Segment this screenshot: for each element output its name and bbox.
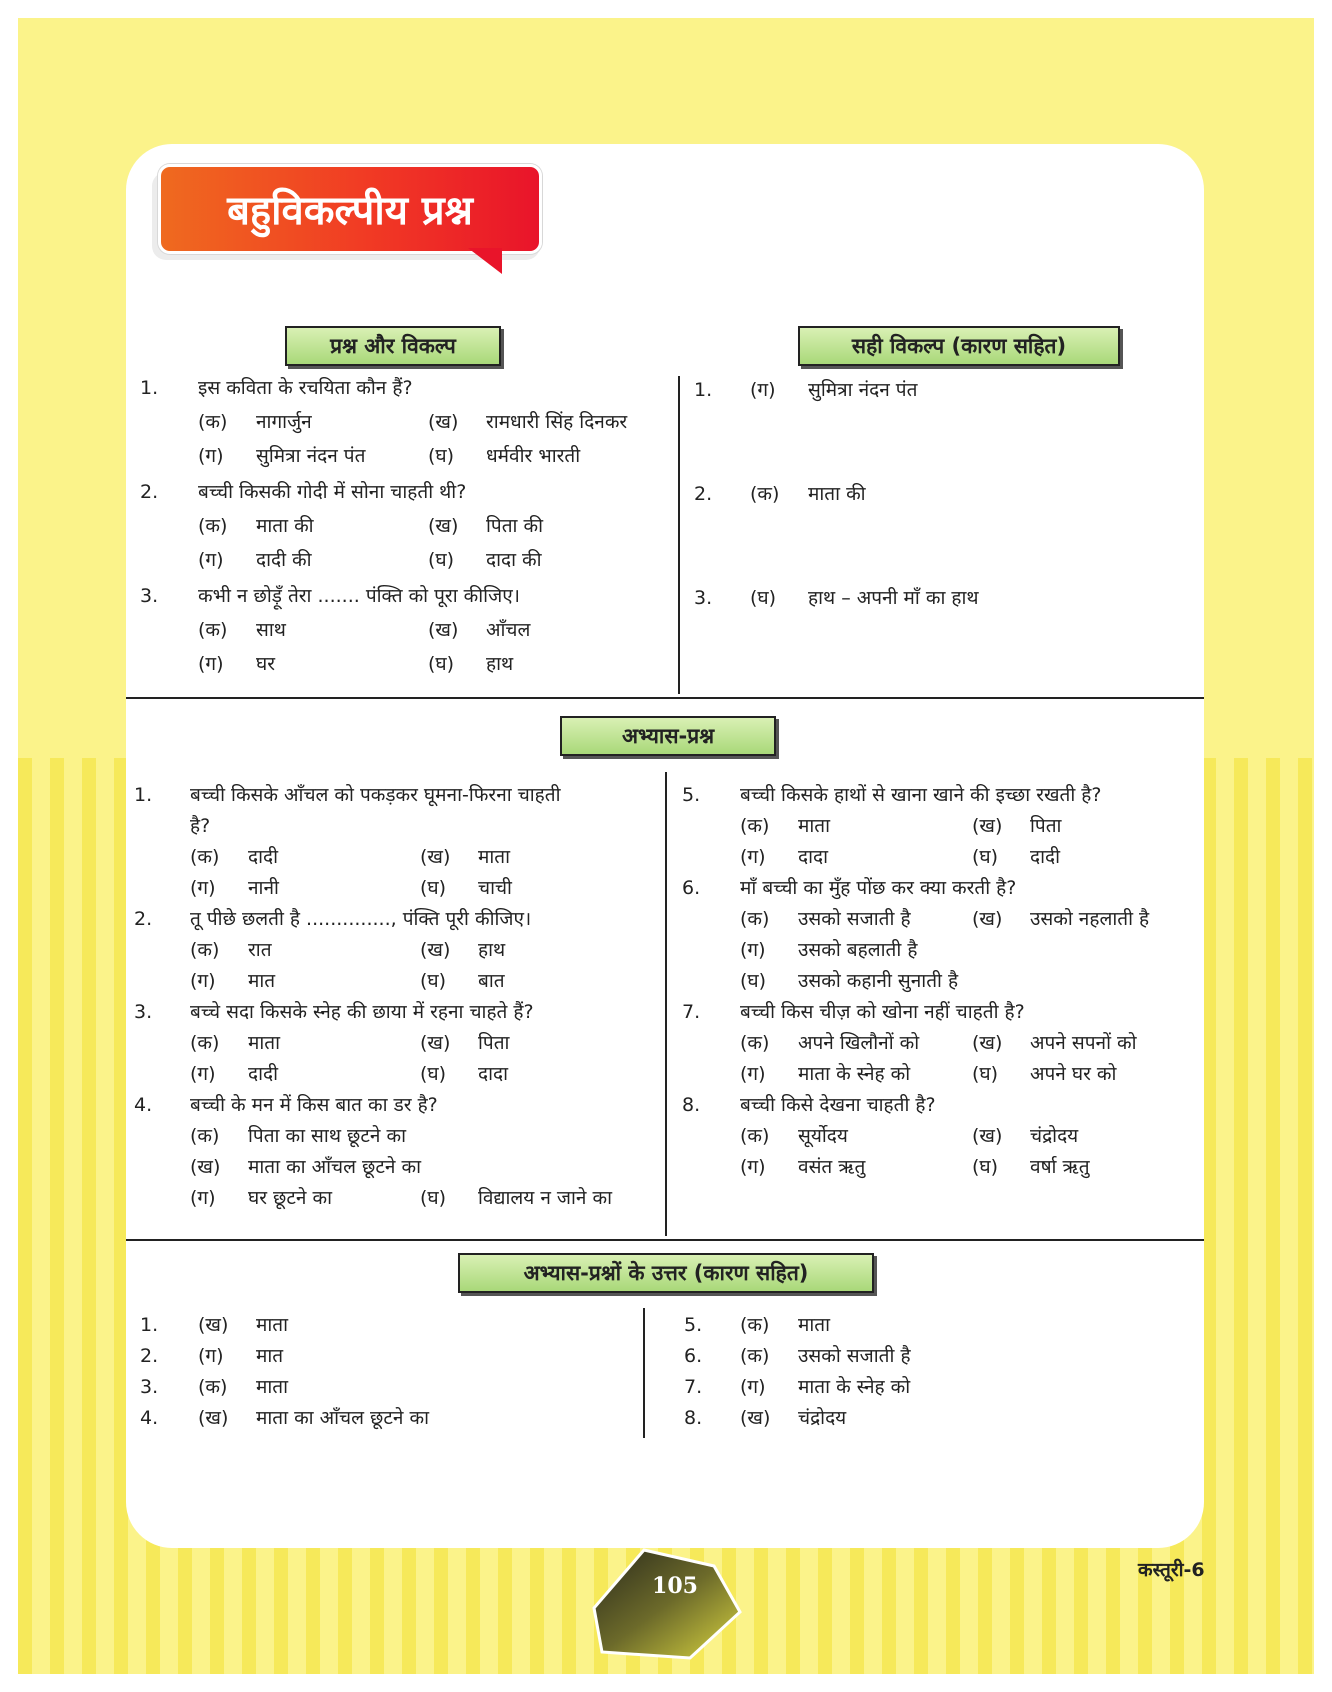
option-text: माता की <box>256 515 314 537</box>
question-text: बच्ची किसे देखना चाहती है? <box>740 1094 936 1116</box>
option-text: माता के स्नेह को <box>798 1063 911 1085</box>
question-number: 5. <box>682 784 701 806</box>
question-number: 1. <box>140 377 159 399</box>
option-text: घर <box>256 653 276 675</box>
option-text: विद्यालय न जाने का <box>478 1187 613 1209</box>
option-text: अपने घर को <box>1030 1063 1117 1085</box>
section2-bottom-rule <box>126 1239 1204 1241</box>
option-text: माता <box>478 846 511 868</box>
page-number-badge <box>592 1548 744 1664</box>
option-text: हाथ <box>486 653 514 675</box>
option-text: उसको कहानी सुनाती है <box>798 970 959 992</box>
option-label: (घ) <box>972 1063 999 1085</box>
option-text: दादा की <box>486 549 542 571</box>
page-number: 105 <box>652 1573 698 1599</box>
option-text: धर्मवीर भारती <box>486 445 581 467</box>
option-text: वसंत ऋतु <box>798 1156 866 1178</box>
option-label: (ख) <box>420 939 451 961</box>
answer-option: (ख) <box>198 1407 229 1429</box>
option-label: (क) <box>740 1125 770 1147</box>
option-text: आँचल <box>486 619 531 641</box>
answer-number: 1. <box>140 1314 159 1336</box>
answer-option: (ख) <box>740 1407 771 1429</box>
option-text: रामधारी सिंह दिनकर <box>486 411 628 433</box>
option-text: चाची <box>478 877 512 899</box>
answer-option: (ग) <box>198 1345 224 1367</box>
option-text: नागार्जुन <box>256 411 312 433</box>
title-banner-tail <box>468 248 502 274</box>
question-number: 3. <box>140 585 159 607</box>
option-label: (क) <box>190 1032 220 1054</box>
section2-divider <box>665 772 667 1236</box>
question-number: 4. <box>134 1094 153 1116</box>
option-label: (ग) <box>198 445 224 467</box>
question-text: है? <box>190 815 211 837</box>
answer-option: (क) <box>740 1314 770 1336</box>
option-text: दादी <box>1030 846 1061 868</box>
option-label: (क) <box>198 411 228 433</box>
option-label: (ग) <box>190 1063 216 1085</box>
option-label: (ख) <box>972 1125 1003 1147</box>
option-text: बात <box>478 970 505 992</box>
option-label: (क) <box>198 619 228 641</box>
answer-option: (क) <box>198 1376 228 1398</box>
option-label: (क) <box>190 939 220 961</box>
question-text: बच्ची किस चीज़ को खोना नहीं चाहती है? <box>740 1001 1025 1023</box>
question-number: 8. <box>682 1094 701 1116</box>
option-text: उसको बहलाती है <box>798 939 918 961</box>
option-label: (घ) <box>420 1187 447 1209</box>
answer-option: (घ) <box>750 587 777 609</box>
title-banner <box>148 160 548 280</box>
option-label: (घ) <box>972 1156 999 1178</box>
answer-text: माता <box>256 1376 289 1398</box>
option-label: (ग) <box>190 970 216 992</box>
option-text: दादी <box>248 1063 279 1085</box>
option-label: (घ) <box>420 970 447 992</box>
option-label: (घ) <box>420 877 447 899</box>
section1-bottom-rule <box>126 697 1204 699</box>
option-text: दादा <box>798 846 829 868</box>
answer-number: 2. <box>140 1345 159 1367</box>
question-text: बच्ची किसके हाथों से खाना खाने की इच्छा रखती है? <box>740 784 1102 806</box>
option-label: (ग) <box>190 877 216 899</box>
option-text: पिता <box>478 1032 510 1054</box>
section1-right-header: सही विकल्प (कारण सहित) <box>798 326 1120 366</box>
answer-option: (क) <box>740 1345 770 1367</box>
option-text: वर्षा ऋतु <box>1030 1156 1090 1178</box>
question-text: बच्ची किसके आँचल को पकड़कर घूमना-फिरना चाहती <box>190 784 561 806</box>
page-title: बहुविकल्पीय प्रश्न <box>227 187 473 234</box>
option-label: (ख) <box>428 619 459 641</box>
option-text: मात <box>248 970 276 992</box>
answer-number: 7. <box>684 1376 703 1398</box>
answer-text: माता का आँचल छूटने का <box>256 1407 430 1429</box>
option-label: (ग) <box>198 549 224 571</box>
option-text: उसको नहलाती है <box>1030 908 1150 930</box>
answer-number: 4. <box>140 1407 159 1429</box>
answer-text: माता <box>256 1314 289 1336</box>
question-text: माँ बच्ची का मुँह पोंछ कर क्या करती है? <box>740 877 1017 899</box>
option-text: पिता का साथ छूटने का <box>248 1125 406 1147</box>
answer-text: मात <box>256 1345 284 1367</box>
option-label: (ख) <box>420 1032 451 1054</box>
option-text: उसको सजाती है <box>798 908 911 930</box>
option-label: (ग) <box>198 653 224 675</box>
section3-divider <box>643 1308 645 1438</box>
answer-option: (ग) <box>740 1376 766 1398</box>
answer-number: 8. <box>684 1407 703 1429</box>
answer-number: 3. <box>140 1376 159 1398</box>
option-label: (ग) <box>740 1063 766 1085</box>
option-label: (ख) <box>972 1032 1003 1054</box>
option-label: (ख) <box>972 908 1003 930</box>
option-label: (क) <box>190 1125 220 1147</box>
answer-number: 6. <box>684 1345 703 1367</box>
option-label: (घ) <box>740 970 767 992</box>
answer-text: चंद्रोदय <box>798 1407 847 1429</box>
answer-text: सुमित्रा नंदन पंत <box>808 379 918 401</box>
section1-left-header: प्रश्न और विकल्प <box>285 326 501 366</box>
option-label: (क) <box>740 1032 770 1054</box>
option-label: (घ) <box>420 1063 447 1085</box>
option-label: (घ) <box>428 445 455 467</box>
option-label: (ख) <box>190 1156 221 1178</box>
option-label: (घ) <box>428 549 455 571</box>
option-text: दादी की <box>256 549 312 571</box>
section2-header: अभ्यास-प्रश्न <box>560 716 776 756</box>
option-text: रात <box>248 939 272 961</box>
option-text: हाथ <box>478 939 506 961</box>
option-text: पिता <box>1030 815 1062 837</box>
answer-number: 3. <box>694 587 713 609</box>
option-label: (क) <box>740 908 770 930</box>
question-text: तू पीछे छलती है .............., पंक्ति पूरी कीजिए। <box>190 908 532 930</box>
question-text: बच्ची किसकी गोदी में सोना चाहती थी? <box>198 481 467 503</box>
option-text: साथ <box>256 619 286 641</box>
option-label: (ग) <box>190 1187 216 1209</box>
option-label: (क) <box>740 815 770 837</box>
question-number: 6. <box>682 877 701 899</box>
section3-header: अभ्यास-प्रश्नों के उत्तर (कारण सहित) <box>458 1253 874 1293</box>
question-number: 3. <box>134 1001 153 1023</box>
option-label: (ख) <box>420 846 451 868</box>
answer-text: माता की <box>808 483 866 505</box>
option-text: अपने खिलौनों को <box>798 1032 920 1054</box>
option-text: पिता की <box>486 515 544 537</box>
answer-text: हाथ – अपनी माँ का हाथ <box>808 587 979 609</box>
question-number: 1. <box>134 784 153 806</box>
question-text: बच्चे सदा किसके स्नेह की छाया में रहना चाहते हैं? <box>190 1001 534 1023</box>
book-footer: कस्तूरी-6 <box>1138 1559 1205 1581</box>
section1-divider <box>678 376 680 694</box>
option-text: सूर्योदय <box>798 1125 848 1147</box>
option-label: (घ) <box>428 653 455 675</box>
option-text: सुमित्रा नंदन पंत <box>256 445 366 467</box>
answer-number: 1. <box>694 379 713 401</box>
question-number: 2. <box>134 908 153 930</box>
option-label: (ग) <box>740 939 766 961</box>
option-label: (ग) <box>740 1156 766 1178</box>
option-text: दादी <box>248 846 279 868</box>
question-text: इस कविता के रचयिता कौन हैं? <box>198 377 413 399</box>
option-text: घर छूटने का <box>248 1187 333 1209</box>
answer-option: (ख) <box>198 1314 229 1336</box>
option-text: दादा <box>478 1063 509 1085</box>
option-text: माता <box>798 815 831 837</box>
title-banner-box <box>158 164 542 254</box>
answer-text: उसको सजाती है <box>798 1345 911 1367</box>
answer-option: (ग) <box>750 379 776 401</box>
option-text: अपने सपनों को <box>1030 1032 1137 1054</box>
option-label: (ख) <box>428 411 459 433</box>
option-text: नानी <box>248 877 279 899</box>
question-text: कभी न छोड़ूँ तेरा ....... पंक्ति को पूरा कीजिए। <box>198 585 520 607</box>
answer-number: 2. <box>694 483 713 505</box>
option-label: (ख) <box>428 515 459 537</box>
option-label: (क) <box>190 846 220 868</box>
answer-text: माता के स्नेह को <box>798 1376 911 1398</box>
option-text: माता <box>248 1032 281 1054</box>
question-number: 7. <box>682 1001 701 1023</box>
option-label: (घ) <box>972 846 999 868</box>
option-text: माता का आँचल छूटने का <box>248 1156 422 1178</box>
question-text: बच्ची के मन में किस बात का डर है? <box>190 1094 438 1116</box>
question-number: 2. <box>140 481 159 503</box>
option-label: (ग) <box>740 846 766 868</box>
answer-number: 5. <box>684 1314 703 1336</box>
answer-text: माता <box>798 1314 831 1336</box>
answer-option: (क) <box>750 483 780 505</box>
option-text: चंद्रोदय <box>1030 1125 1079 1147</box>
option-label: (ख) <box>972 815 1003 837</box>
option-label: (क) <box>198 515 228 537</box>
